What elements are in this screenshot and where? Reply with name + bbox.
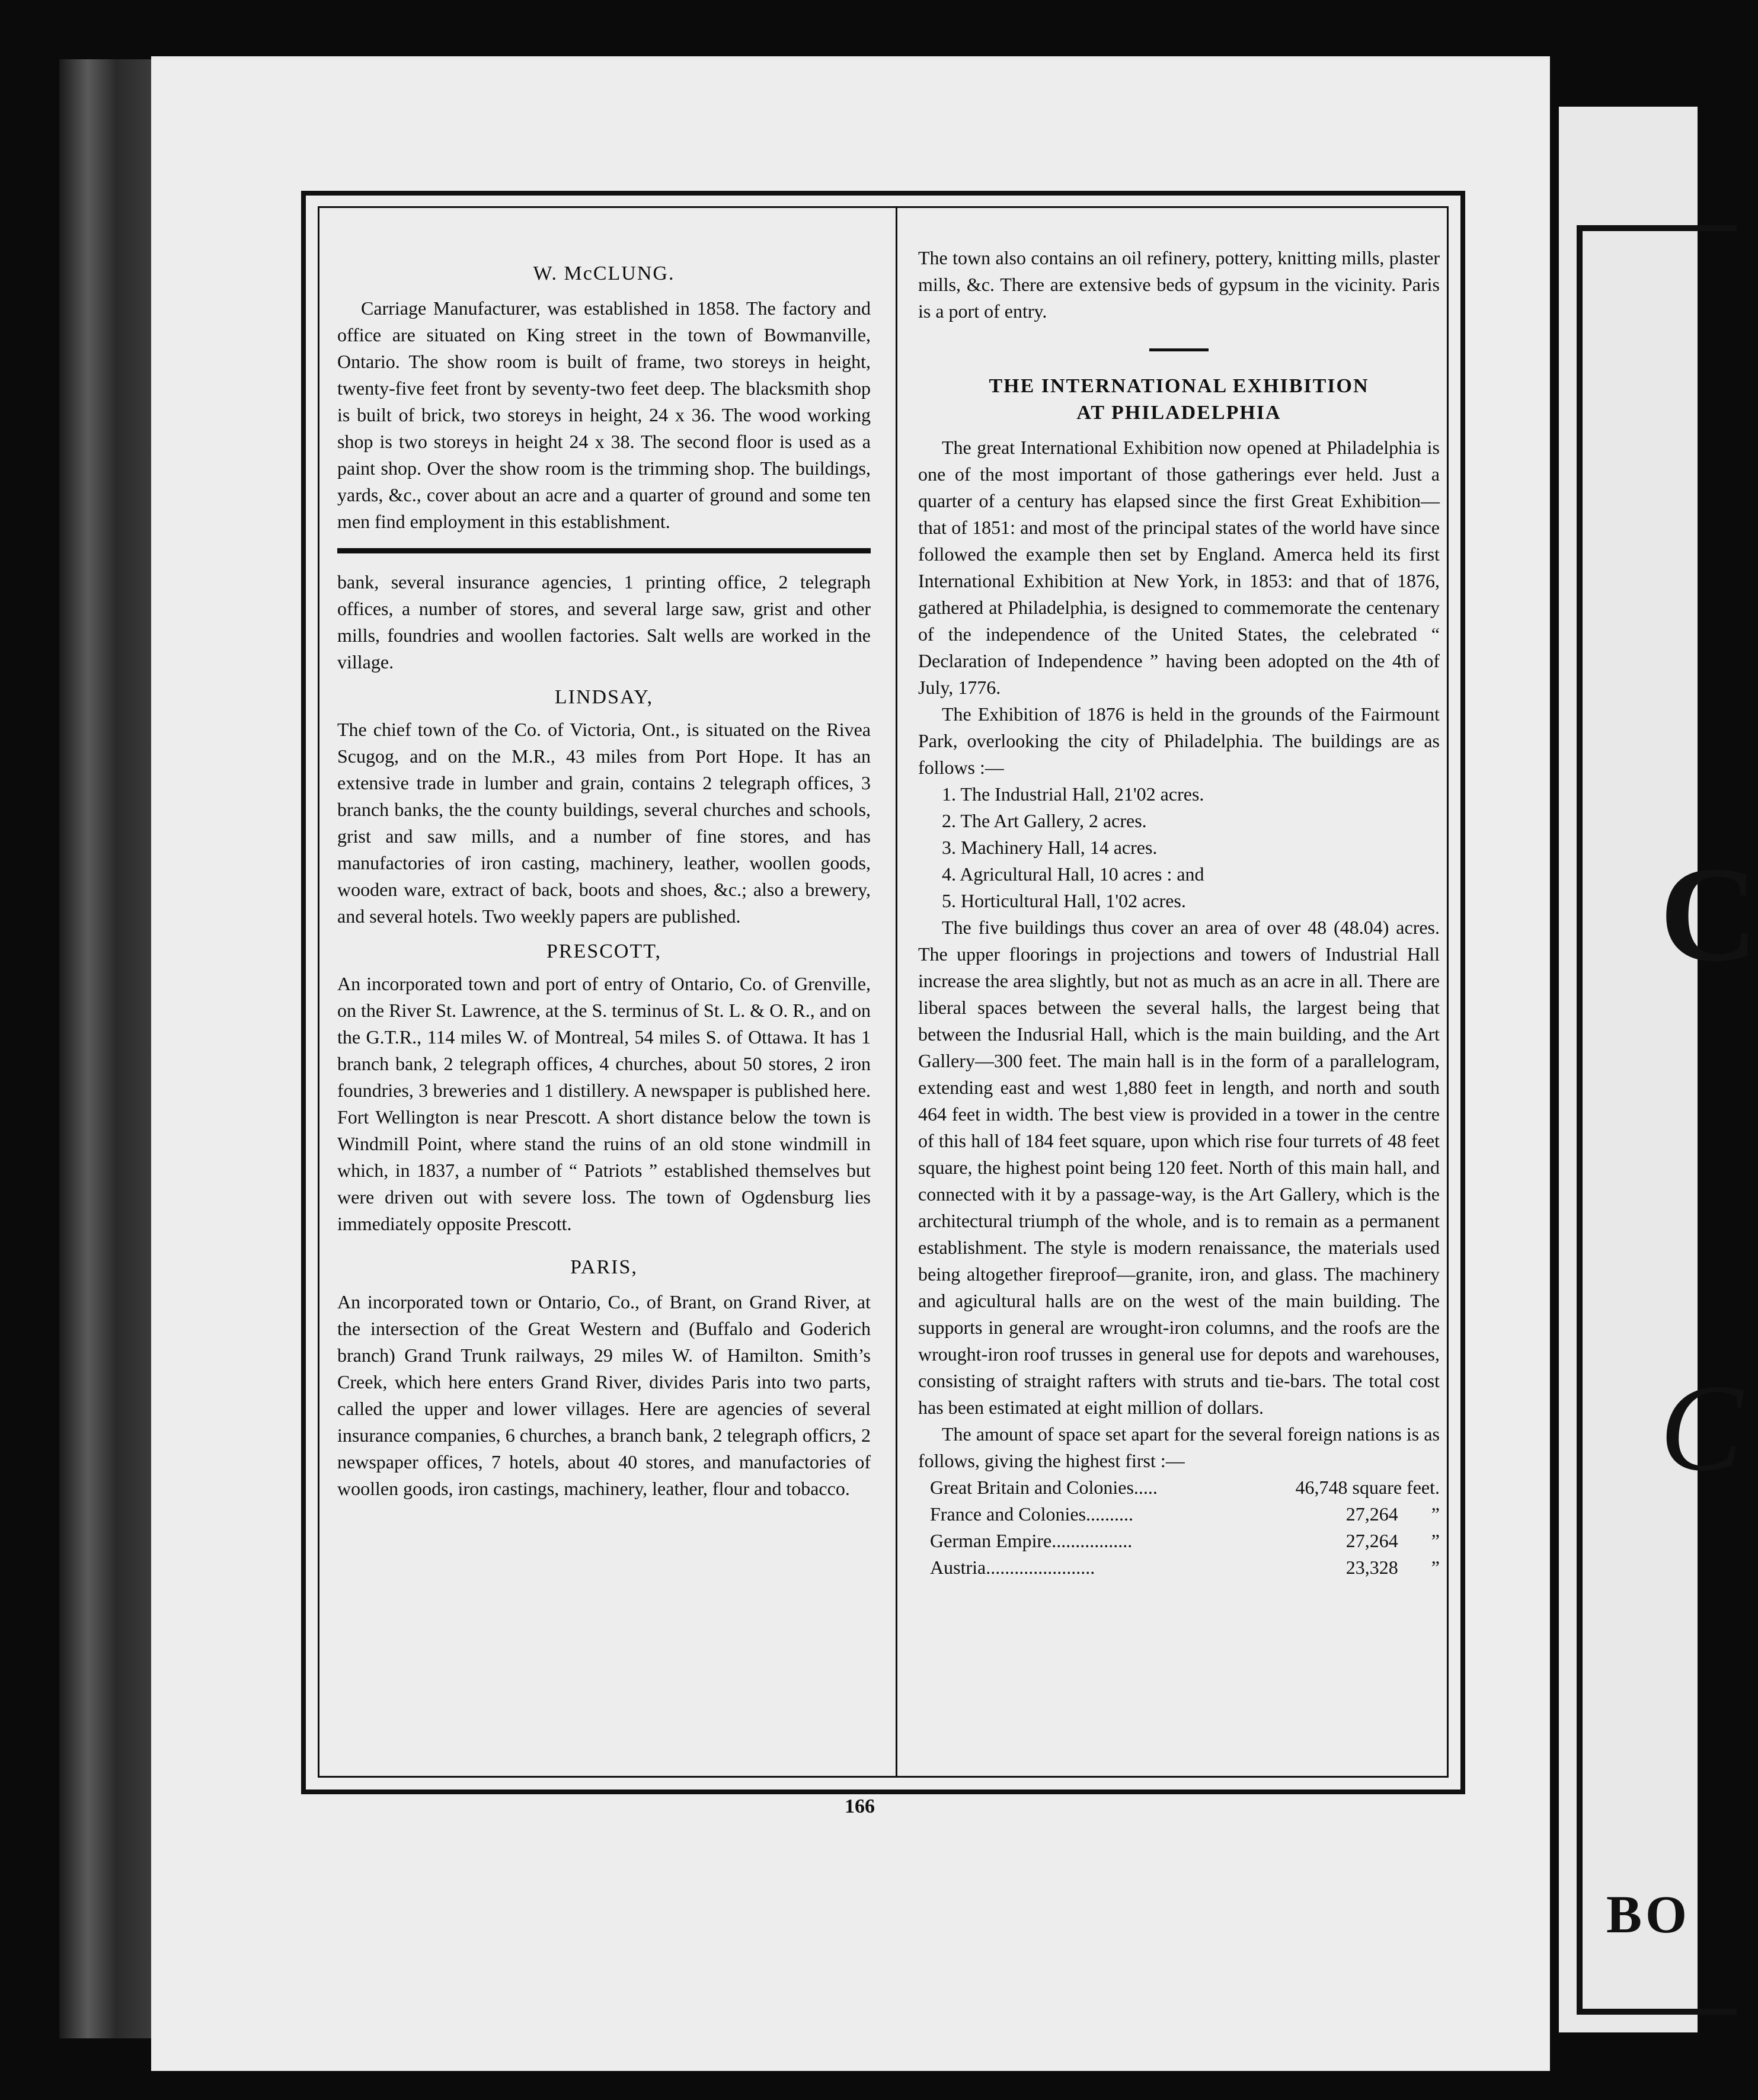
list-item: 3. Machinery Hall, 14 acres.: [942, 837, 1158, 858]
short-rule: [1149, 348, 1209, 351]
mcclung-text: Carriage Manufacturer, was established in 1858. The factory and office are situated on King street in the town of Bowmanville, Ontario. The show room is built of frame, two storeys in height, twenty-five feet front by seventy-two feet deep. The blacksmith shop is built of brick, two storeys in height, 24 x 36. The wood working shop is two storeys in height 24 x 38. The second floor is used as a paint shop. Over the show room is the trimming shop. The buildings, yards, &c., cover about an acre and a quarter of ground and some ten men find employment in this establishment.: [337, 297, 871, 532]
space-table: [918, 1474, 1440, 1581]
page-number: 166: [845, 1795, 875, 1817]
book-spine: [59, 59, 154, 2038]
table-row: [918, 1474, 1440, 1501]
area-cell: 27,264 ”: [1345, 1530, 1440, 1551]
lindsay-text: The chief town of the Co. of Victoria, Ont., is situated on the Rivea Scugog, and on the M.R., 43 miles from Port Hope. It has an extensive trade in lumber and grain, contains 2 telegraph offices, 3 branch banks, the the county buildings, several churches and schools, grist and saw mills, and a number of fine stores, and has manufactories of iron casting, machinery, leather, woollen goods, wooden ware, extract of back, boots and shoes, &c.; also a brewery, and several hotels. Two weekly papers are published.: [337, 719, 871, 927]
list-item: 1. The Industrial Hall, 21'02 acres.: [942, 783, 1204, 805]
nation-cell: Austria.......................: [930, 1557, 1095, 1578]
buildings-list: [918, 781, 1440, 914]
exhibition-paragraph-3: The five buildings thus cover an area of over 48 (48.04) acres. The upper floorings in projections and towers of Industrial Hall increase the area slightly, but not as much as an acre in all. There are liberal spaces between the several halls, the largest being that between the Indusrial Hall, which is the main building, and the Art Gallery—300 feet. The main hall is in the form of a parallelogram, extending east and west 1,880 feet in length, and north and south 464 feet in width. The best view is provided in a tower in the centre of this hall of 184 feet square, upon which rise four turrets of 48 feet square, the highest point being 120 feet. North of this main hall, and connected with it by a passage-way, is the Art Gallery, which is the architectural triumph of the whole, and is to remain as a permanent establishment. The style is modern renaissance, the materials used being altogether fireproof—granite, iron, and glass. The machinery and agicultural halls are on the west of the main building. The supports in general are wrought-iron columns, and the roofs are the wrought-iron roof trusses in general use for depots and warehouses, consisting of straight rafters with struts and tie-bars. The total cost has been estimated at eight million of dollars.: [918, 917, 1440, 1418]
nation-cell: German Empire.................: [930, 1530, 1133, 1551]
prescott-text: An incorporated town and port of entry of Ontario, Co. of Grenville, on the River St. Lawrence, at the S. terminus of St. L. & O. R., and on the G.T.R., 114 miles W. of Montreal, 54 miles S. of Ottawa. It has 1 branch bank, 2 telegraph offices, 4 churches, about 50 stores, 2 iron foundries, 3 breweries and 1 distillery. A newspaper is published here. Fort Wellington is near Prescott. A short distance below the town is Windmill Point, where stand the ruins of an old stone windmill in which, in 1837, a number of “ Patriots ” established themselves but were driven out with severe loss. The town of Ogdensburg lies immediately opposite Prescott.: [337, 973, 871, 1234]
facing-page: [1559, 107, 1758, 2032]
exhibition-heading-2: AT PHILADELPHIA: [1076, 402, 1281, 424]
left-column: [337, 208, 871, 1502]
facing-page-word: BO: [1606, 1885, 1691, 1944]
table-row: [918, 1528, 1440, 1554]
area-cell: 46,748 square feet.: [1295, 1477, 1440, 1498]
right-column: [918, 208, 1440, 1581]
table-row: [918, 1554, 1440, 1581]
exhibition-paragraph-1: The great International Exhibition now opened at Philadelphia is one of the most important of those gatherings ever held. Just a quarter of a century has elapsed since the first Great Exhibition—that of 1851: and most of the principal states of the world have since followed the example then set by England. Amerca held its first International Exhibition at New York, in 1853: and that of 1876, gathered at Philadelphia, is designed to commemorate the centenary of the independence of the United States, the celebrated “ Declaration of Independence ” having been adopted on the 4th of July, 1776.: [918, 437, 1440, 698]
page-frame: [301, 191, 1465, 1794]
page-frame-inner: [318, 206, 1449, 1778]
exhibition-paragraph-4: The amount of space set apart for the several foreign nations is as follows, giving the highest first :—: [918, 1423, 1440, 1471]
lindsay-heading: LINDSAY,: [554, 686, 654, 708]
continuation-text: bank, several insurance agencies, 1 printing office, 2 telegraph offices, a number of stores, and several large saw, grist and other mills, foundries and woollen factories. Salt wells are worked in the village.: [337, 571, 871, 673]
list-item: 5. Horticultural Hall, 1'02 acres.: [942, 890, 1186, 911]
section-rule: [337, 548, 871, 553]
facing-page-frame: [1577, 225, 1737, 2015]
area-cell: 27,264 ”: [1345, 1503, 1440, 1525]
column-divider: [896, 208, 897, 1776]
facing-page-letter-italic: C: [1660, 1359, 1743, 1497]
table-row: [918, 1501, 1440, 1528]
facing-page-letter: C: [1660, 838, 1758, 990]
prescott-heading: PRESCOTT,: [546, 940, 661, 962]
exhibition-heading-1: THE INTERNATIONAL EXHIBITION: [989, 375, 1369, 397]
paris-text: An incorporated town or Ontario, Co., of Brant, on Grand River, at the intersection of the Great Western and (Buffalo and Goderich branch) Grand Trunk railways, 29 miles W. of Hamilton. Smith’s Creek, which here enters Grand River, divides Paris into two parts, called the upper and lower villages. Here are agencies of several insurance companies, 6 churches, a branch bank, 2 telegraph officrs, 2 newspaper offices, 7 hotels, about 40 stores, and manufactories of woollen goods, iron castings, machinery, leather, flour and tobacco.: [337, 1291, 871, 1499]
nation-cell: France and Colonies..........: [930, 1503, 1134, 1525]
paris-heading: PARIS,: [570, 1256, 638, 1278]
area-cell: 23,328 ”: [1345, 1557, 1440, 1578]
mcclung-heading: W. McCLUNG.: [533, 262, 675, 284]
paris-text-continued: The town also contains an oil refinery, pottery, knitting mills, plaster mills, &c. There are extensive beds of gypsum in the vicinity. Paris is a port of entry.: [918, 247, 1440, 322]
nation-cell: Great Britain and Colonies.....: [930, 1477, 1158, 1498]
list-item: 4. Agricultural Hall, 10 acres : and: [942, 863, 1204, 885]
list-item: 2. The Art Gallery, 2 acres.: [942, 810, 1147, 831]
exhibition-paragraph-2: The Exhibition of 1876 is held in the grounds of the Fairmount Park, overlooking the city of Philadelphia. The buildings are as follows :—: [918, 703, 1440, 778]
